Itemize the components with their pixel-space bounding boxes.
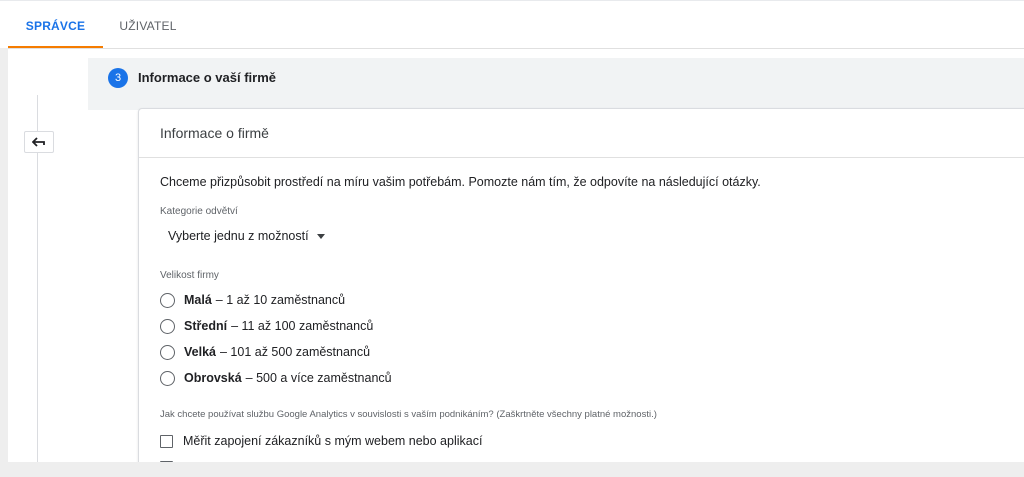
usage-question: Jak chcete používat službu Google Analytics v souvislosti s vaším podnikáním? (Zaškrtněte všechny platné možnosti.) bbox=[160, 409, 657, 420]
industry-select-value: Vyberte jednu z možností bbox=[168, 229, 309, 243]
radio-button[interactable] bbox=[160, 293, 175, 308]
usage-option-label: Měřit zapojení zákazníků s mým webem nebo aplikací bbox=[183, 434, 483, 448]
size-option-name: Obrovská bbox=[184, 371, 242, 385]
business-info-card bbox=[138, 108, 1024, 477]
industry-label: Kategorie odvětví bbox=[160, 206, 238, 217]
size-option-huge[interactable] bbox=[160, 368, 392, 388]
tab-spravce[interactable]: SPRÁVCE bbox=[8, 1, 103, 47]
radio-button[interactable] bbox=[160, 319, 175, 334]
step-header bbox=[88, 58, 1024, 110]
size-option-name: Střední bbox=[184, 319, 228, 333]
card-title: Informace o firmě bbox=[160, 125, 269, 141]
size-option-desc: – 1 až 10 zaměstnanců bbox=[215, 293, 346, 307]
size-option-medium[interactable] bbox=[160, 316, 373, 336]
intro-text: Chceme přizpůsobit prostředí na míru vašim potřebám. Pomozte nám tím, že odpovíte na následující otázky. bbox=[160, 175, 761, 189]
industry-select[interactable] bbox=[168, 229, 325, 243]
back-button[interactable] bbox=[24, 131, 54, 153]
back-arrow-icon bbox=[32, 137, 46, 147]
caret-down-icon bbox=[317, 234, 325, 239]
radio-button[interactable] bbox=[160, 371, 175, 386]
size-option-name: Velká bbox=[184, 345, 216, 359]
size-option-desc: – 101 až 500 zaměstnanců bbox=[219, 345, 371, 359]
checkbox[interactable] bbox=[160, 435, 173, 448]
card-header bbox=[139, 109, 1024, 158]
tab-uzivatel[interactable]: UŽIVATEL bbox=[119, 19, 177, 33]
radio-button[interactable] bbox=[160, 345, 175, 360]
size-option-large[interactable] bbox=[160, 342, 370, 362]
size-label: Velikost firmy bbox=[160, 270, 219, 281]
tab-bar bbox=[0, 0, 1024, 49]
size-option-name: Malá bbox=[184, 293, 212, 307]
size-option-desc: – 11 až 100 zaměstnanců bbox=[231, 319, 374, 333]
size-option-desc: – 500 a více zaměstnanců bbox=[245, 371, 392, 385]
step-number-badge: 3 bbox=[108, 68, 128, 88]
size-option-small[interactable] bbox=[160, 290, 345, 310]
bottom-strip bbox=[0, 462, 1024, 477]
left-gutter bbox=[0, 48, 8, 477]
usage-option-engagement[interactable] bbox=[160, 431, 482, 451]
step-title: Informace o vaší firmě bbox=[138, 70, 276, 85]
